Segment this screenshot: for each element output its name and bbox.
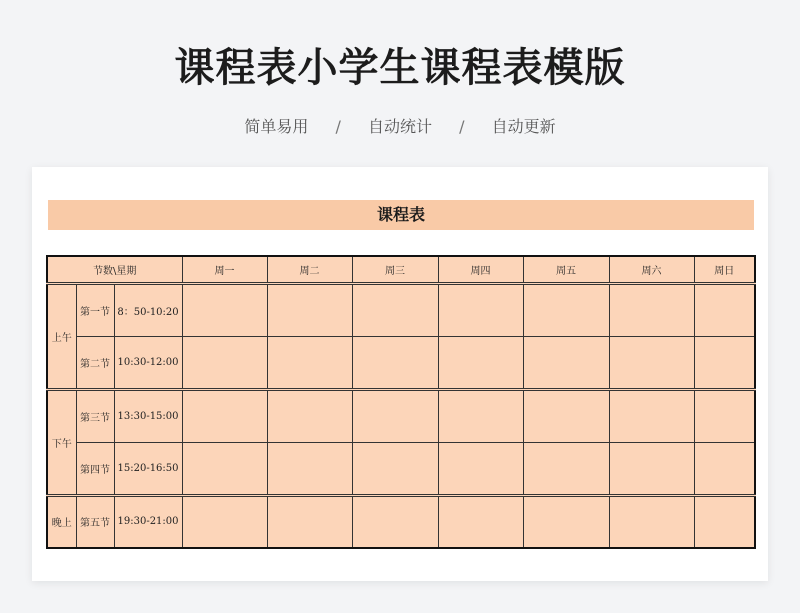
period-time: 15:20-16:50 xyxy=(114,442,182,495)
schedule-cell[interactable] xyxy=(609,495,694,548)
schedule-cell[interactable] xyxy=(438,442,523,495)
period-time: 13:30-15:00 xyxy=(114,389,182,442)
schedule-cell[interactable] xyxy=(438,495,523,548)
period-time: 8：50-10:20 xyxy=(114,283,182,336)
schedule-cell[interactable] xyxy=(352,389,438,442)
schedule-cell[interactable] xyxy=(267,442,352,495)
period-name: 第三节 xyxy=(76,389,114,442)
corner-header: 节数\星期 xyxy=(47,256,182,283)
page-title: 课程表小学生课程表模版 xyxy=(174,45,626,91)
schedule-cell[interactable] xyxy=(438,336,523,389)
period-name: 第四节 xyxy=(76,442,114,495)
schedule-cell[interactable] xyxy=(694,495,755,548)
schedule-cell[interactable] xyxy=(267,495,352,548)
schedule-cell[interactable] xyxy=(267,283,352,336)
period-time: 19:30-21:00 xyxy=(114,495,182,548)
schedule-cell[interactable] xyxy=(438,283,523,336)
schedule-cell[interactable] xyxy=(609,283,694,336)
schedule-cell[interactable] xyxy=(438,389,523,442)
period-name: 第一节 xyxy=(76,283,114,336)
schedule-cell[interactable] xyxy=(182,389,267,442)
schedule-cell[interactable] xyxy=(267,336,352,389)
schedule-cell[interactable] xyxy=(352,336,438,389)
feature-line xyxy=(0,114,800,137)
feature-separator: / xyxy=(459,117,465,136)
day-header: 周一 xyxy=(182,256,267,283)
schedule-cell[interactable] xyxy=(609,389,694,442)
schedule-cell[interactable] xyxy=(182,336,267,389)
feature-item: 自动统计 xyxy=(367,117,432,136)
period-row xyxy=(47,495,755,548)
schedule-cell[interactable] xyxy=(523,442,609,495)
feature-separator: / xyxy=(335,117,341,136)
period-row xyxy=(47,336,755,389)
section-label: 上午 xyxy=(47,283,76,389)
day-header: 周日 xyxy=(694,256,755,283)
header-row xyxy=(47,256,755,283)
schedule-cell[interactable] xyxy=(182,495,267,548)
day-header: 周三 xyxy=(352,256,438,283)
schedule-cell[interactable] xyxy=(609,442,694,495)
schedule-cell[interactable] xyxy=(694,336,755,389)
period-row xyxy=(47,389,755,442)
period-row xyxy=(47,442,755,495)
day-header: 周二 xyxy=(267,256,352,283)
schedule-cell[interactable] xyxy=(694,442,755,495)
schedule-cell[interactable] xyxy=(352,495,438,548)
schedule-cell[interactable] xyxy=(352,442,438,495)
schedule-cell[interactable] xyxy=(523,336,609,389)
schedule-card xyxy=(32,167,768,581)
timetable xyxy=(46,255,756,549)
section-label: 下午 xyxy=(47,389,76,495)
schedule-cell[interactable] xyxy=(523,495,609,548)
schedule-cell[interactable] xyxy=(694,389,755,442)
feature-item: 自动更新 xyxy=(491,117,556,136)
schedule-cell[interactable] xyxy=(523,389,609,442)
period-time: 10:30-12:00 xyxy=(114,336,182,389)
schedule-cell[interactable] xyxy=(267,389,352,442)
schedule-banner: 课程表 xyxy=(48,200,754,230)
period-row xyxy=(47,283,755,336)
schedule-cell[interactable] xyxy=(523,283,609,336)
schedule-cell[interactable] xyxy=(182,442,267,495)
section-label: 晚上 xyxy=(47,495,76,548)
feature-item: 简单易用 xyxy=(244,117,309,136)
schedule-cell[interactable] xyxy=(609,336,694,389)
day-header: 周六 xyxy=(609,256,694,283)
schedule-cell[interactable] xyxy=(182,283,267,336)
period-name: 第五节 xyxy=(76,495,114,548)
day-header: 周五 xyxy=(523,256,609,283)
schedule-cell[interactable] xyxy=(352,283,438,336)
day-header: 周四 xyxy=(438,256,523,283)
schedule-cell[interactable] xyxy=(694,283,755,336)
period-name: 第二节 xyxy=(76,336,114,389)
